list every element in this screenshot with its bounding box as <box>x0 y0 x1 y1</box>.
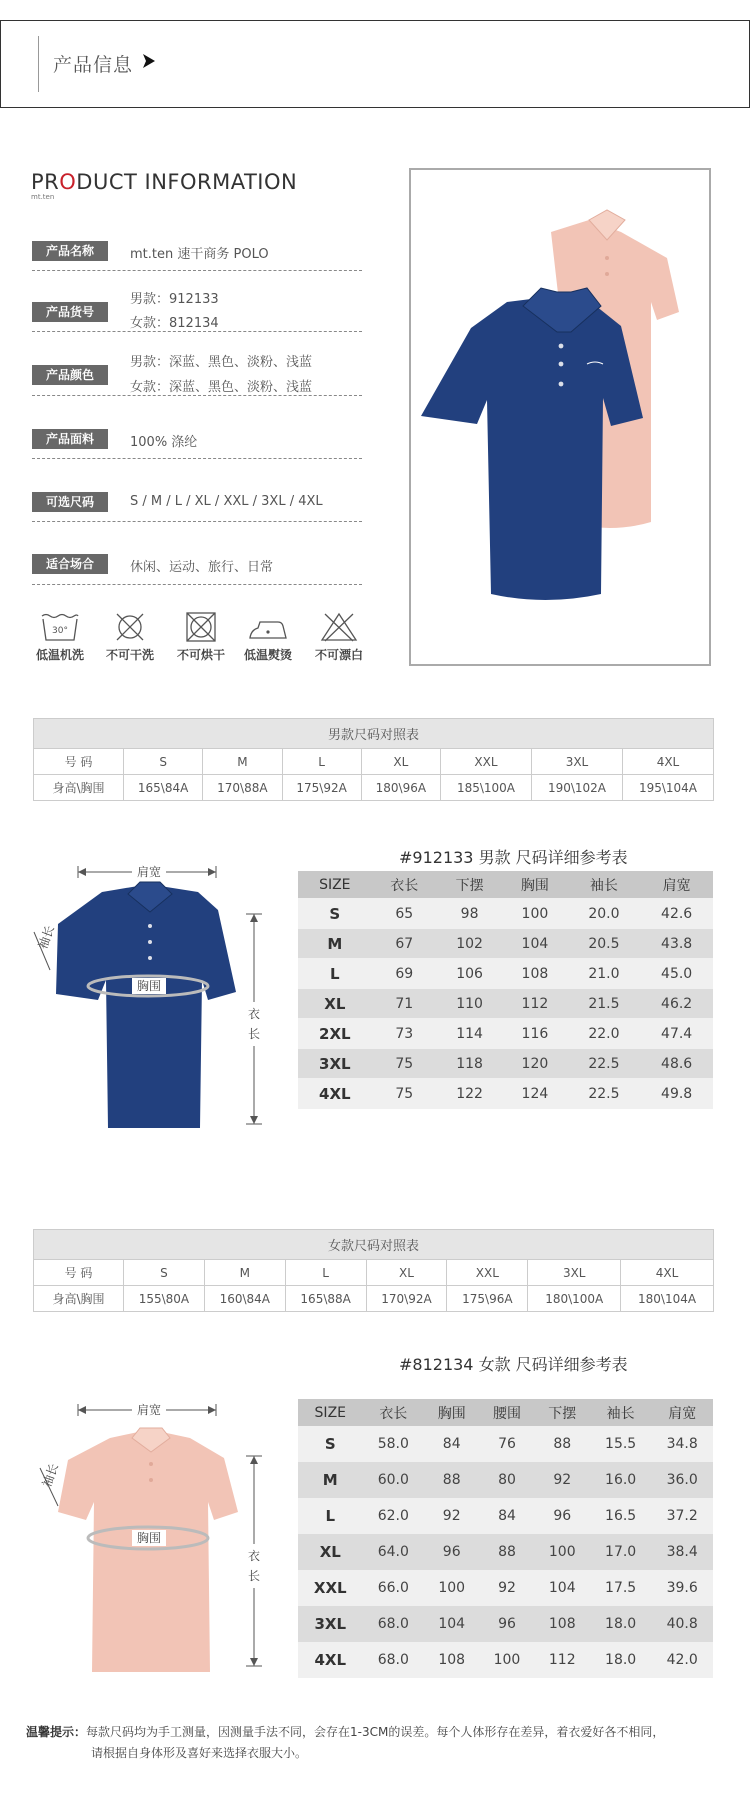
divider <box>32 584 362 585</box>
divider <box>32 331 362 332</box>
table-cell: 84 <box>424 1426 479 1462</box>
table-cell: 16.5 <box>590 1498 652 1534</box>
size-cell: S <box>124 749 203 775</box>
divider <box>32 270 362 271</box>
table-row <box>298 1606 713 1642</box>
chest-label: 胸围 <box>136 1531 162 1545</box>
table-cell: 17.5 <box>590 1570 652 1606</box>
no-bleach-icon <box>319 612 359 642</box>
shoulder-label: 肩宽 <box>136 865 162 879</box>
table-cell: 68.0 <box>363 1642 425 1678</box>
table-row <box>298 989 713 1018</box>
header-cell: 下摆 <box>437 871 502 898</box>
table-cell: 118 <box>437 1049 502 1078</box>
divider <box>32 458 362 459</box>
table-cell: 38.4 <box>651 1534 713 1570</box>
women-detail-title: #812134 女款 尺码详细参考表 <box>399 1355 628 1374</box>
value-cell: 180\100A <box>528 1286 621 1312</box>
table-row <box>298 1498 713 1534</box>
table-row <box>298 958 713 989</box>
length-label-2: 长 <box>247 1027 261 1041</box>
table-cell: XL <box>298 1534 363 1570</box>
table-cell: 80 <box>479 1462 534 1498</box>
table-cell: L <box>298 1498 363 1534</box>
table-cell: 47.4 <box>640 1018 713 1049</box>
table-cell: 49.8 <box>640 1078 713 1109</box>
svg-text:30°: 30° <box>52 626 68 636</box>
size-cell: XXL <box>441 749 532 775</box>
table-cell: 20.0 <box>568 898 641 929</box>
care-item <box>238 612 298 663</box>
table-row <box>298 1426 713 1462</box>
product-information-title: PRODUCT INFORMATION <box>31 170 298 194</box>
care-item <box>309 612 369 663</box>
table-cell: 22.5 <box>568 1049 641 1078</box>
size-cell: M <box>203 749 282 775</box>
size-cell: L <box>285 1260 366 1286</box>
table-cell: 65 <box>372 898 437 929</box>
header-cell: 衣长 <box>363 1399 425 1426</box>
table-row <box>298 1570 713 1606</box>
value-cell: 170\92A <box>366 1286 447 1312</box>
value-cell: 170\88A <box>203 775 282 801</box>
table-cell: 42.0 <box>651 1642 713 1678</box>
shoulder-label: 肩宽 <box>136 1403 162 1417</box>
table-cell: 104 <box>502 929 567 958</box>
table-cell: S <box>298 898 372 929</box>
table-cell: 4XL <box>298 1642 363 1678</box>
size-cell: 4XL <box>621 1260 714 1286</box>
size-cell: S <box>124 1260 205 1286</box>
table-cell: 112 <box>535 1642 590 1678</box>
label-available-sizes: 可选尺码 <box>32 492 108 512</box>
women-size-table <box>33 1229 714 1312</box>
size-header-label: 号 码 <box>34 1260 124 1286</box>
table-cell: 110 <box>437 989 502 1018</box>
table-cell: 108 <box>535 1606 590 1642</box>
header-cell: SIZE <box>298 871 372 898</box>
table-row <box>298 1018 713 1049</box>
table-cell: 39.6 <box>651 1570 713 1606</box>
men-detail-table <box>298 871 713 1109</box>
table-cell: 88 <box>535 1426 590 1462</box>
table-cell: 48.6 <box>640 1049 713 1078</box>
divider <box>32 395 362 396</box>
table-cell: 124 <box>502 1078 567 1109</box>
table-cell: 88 <box>424 1462 479 1498</box>
table-cell: 62.0 <box>363 1498 425 1534</box>
table-cell: 92 <box>479 1570 534 1606</box>
product-photo <box>409 168 711 666</box>
table-cell: 22.5 <box>568 1078 641 1109</box>
table-cell: 100 <box>424 1570 479 1606</box>
value-cell: 155\80A <box>124 1286 205 1312</box>
table-cell: 43.8 <box>640 929 713 958</box>
care-label: 低温机洗 <box>35 648 84 662</box>
header-cell: 胸围 <box>502 871 567 898</box>
sleeve-label: 袖长 <box>39 1461 62 1490</box>
table-cell: 120 <box>502 1049 567 1078</box>
men-size-table <box>33 718 714 801</box>
size-cell: XL <box>366 1260 447 1286</box>
length-label-1: 衣 <box>247 1007 261 1021</box>
table-cell: 75 <box>372 1049 437 1078</box>
table-cell: 60.0 <box>363 1462 425 1498</box>
size-cell: 4XL <box>622 749 713 775</box>
header-cell: 腰围 <box>479 1399 534 1426</box>
value-cell: 190\102A <box>531 775 622 801</box>
value-cell: 175\96A <box>447 1286 528 1312</box>
size-cell: XXL <box>447 1260 528 1286</box>
header-cell: 肩宽 <box>640 871 713 898</box>
care-item <box>171 612 231 663</box>
table-cell: L <box>298 958 372 989</box>
table-cell: 22.0 <box>568 1018 641 1049</box>
product-color-men: 男款：深蓝、黑色、淡粉、浅蓝 <box>130 355 313 370</box>
table-cell: 84 <box>479 1498 534 1534</box>
table-cell: 66.0 <box>363 1570 425 1606</box>
value-cell: 185\100A <box>441 775 532 801</box>
care-label: 不可漂白 <box>314 648 363 662</box>
care-label: 低温熨烫 <box>243 648 292 662</box>
label-product-name: 产品名称 <box>32 241 108 261</box>
table-cell: 18.0 <box>590 1606 652 1642</box>
size-cell: 3XL <box>528 1260 621 1286</box>
table-cell: 34.8 <box>651 1426 713 1462</box>
table-cell: 108 <box>502 958 567 989</box>
low-iron-icon <box>248 612 288 642</box>
header-cell: 肩宽 <box>651 1399 713 1426</box>
table-cell: XL <box>298 989 372 1018</box>
table-cell: M <box>298 929 372 958</box>
women-measurement-diagram <box>28 1394 278 1674</box>
product-name-value: mt.ten 速干商务 POLO <box>130 247 269 262</box>
table-cell: 21.5 <box>568 989 641 1018</box>
table-cell: 122 <box>437 1078 502 1109</box>
chest-label: 胸围 <box>136 979 162 993</box>
product-code-men: 男款：912133 <box>130 292 219 307</box>
divider <box>32 521 362 522</box>
table-cell: 71 <box>372 989 437 1018</box>
table-cell: 75 <box>372 1078 437 1109</box>
table-cell: 100 <box>502 898 567 929</box>
table-cell: 3XL <box>298 1049 372 1078</box>
table-cell: 15.5 <box>590 1426 652 1462</box>
men-detail-title: #912133 男款 尺码详细参考表 <box>399 848 628 867</box>
occasion-value: 休闲、运动、旅行、日常 <box>130 560 274 575</box>
table-cell: S <box>298 1426 363 1462</box>
table-cell: 88 <box>479 1534 534 1570</box>
no-tumble-dry-icon <box>184 612 218 642</box>
women-size-title: 女款尺码对照表 <box>34 1230 714 1260</box>
table-cell: 46.2 <box>640 989 713 1018</box>
table-cell: 76 <box>479 1426 534 1462</box>
height-chest-label: 身高\胸围 <box>34 1286 124 1312</box>
table-cell: 116 <box>502 1018 567 1049</box>
table-cell: 37.2 <box>651 1498 713 1534</box>
table-row <box>298 1462 713 1498</box>
header-cell: 胸围 <box>424 1399 479 1426</box>
table-cell: 96 <box>479 1606 534 1642</box>
care-label: 不可烘干 <box>176 648 225 662</box>
table-cell: 112 <box>502 989 567 1018</box>
product-code-women: 女款：812134 <box>130 316 219 331</box>
table-cell: 114 <box>437 1018 502 1049</box>
table-cell: 92 <box>424 1498 479 1534</box>
table-cell: 73 <box>372 1018 437 1049</box>
care-item <box>100 612 160 663</box>
wash-30-icon <box>40 612 80 642</box>
arrow-right-icon <box>143 54 155 68</box>
table-row <box>298 1642 713 1678</box>
table-row <box>298 929 713 958</box>
polo-shirts-image <box>411 170 709 664</box>
tip-label: 温馨提示： <box>26 1725 87 1739</box>
table-cell: 96 <box>535 1498 590 1534</box>
value-cell: 180\104A <box>621 1286 714 1312</box>
section-title: 产品信息 <box>53 54 134 76</box>
table-cell: 98 <box>437 898 502 929</box>
header-cell: 袖长 <box>568 871 641 898</box>
table-cell: 64.0 <box>363 1534 425 1570</box>
size-cell: 3XL <box>531 749 622 775</box>
tip-note <box>26 1722 726 1764</box>
table-row <box>298 1049 713 1078</box>
table-row <box>298 1534 713 1570</box>
table-cell: 100 <box>479 1642 534 1678</box>
sleeve-label: 袖长 <box>35 923 58 952</box>
table-cell: 104 <box>424 1606 479 1642</box>
value-cell: 175\92A <box>282 775 361 801</box>
label-product-code: 产品货号 <box>32 302 108 322</box>
table-cell: M <box>298 1462 363 1498</box>
value-cell: 165\88A <box>285 1286 366 1312</box>
height-chest-label: 身高\胸围 <box>34 775 124 801</box>
table-cell: 45.0 <box>640 958 713 989</box>
table-cell: 102 <box>437 929 502 958</box>
table-row <box>298 898 713 929</box>
table-row <box>298 1078 713 1109</box>
size-header-label: 号 码 <box>34 749 124 775</box>
table-cell: 69 <box>372 958 437 989</box>
header-bar <box>38 36 39 92</box>
table-cell: 42.6 <box>640 898 713 929</box>
tip-line-2: 请根据自身体形及喜好来选择衣服大小。 <box>91 1746 308 1760</box>
table-cell: 67 <box>372 929 437 958</box>
table-cell: 40.8 <box>651 1606 713 1642</box>
header-cell: 袖长 <box>590 1399 652 1426</box>
value-cell: 195\104A <box>622 775 713 801</box>
label-product-fabric: 产品面料 <box>32 429 108 449</box>
men-measurement-diagram <box>28 862 278 1132</box>
value-cell: 180\96A <box>361 775 440 801</box>
table-cell: 4XL <box>298 1078 372 1109</box>
table-cell: 3XL <box>298 1606 363 1642</box>
label-occasion: 适合场合 <box>32 554 108 574</box>
length-label-2: 长 <box>247 1569 261 1583</box>
length-label-1: 衣 <box>247 1549 261 1563</box>
value-cell: 165\84A <box>124 775 203 801</box>
available-sizes-value: S / M / L / XL / XXL / 3XL / 4XL <box>130 494 323 509</box>
product-color-women: 女款：深蓝、黑色、淡粉、浅蓝 <box>130 380 313 395</box>
table-cell: 106 <box>437 958 502 989</box>
women-detail-table <box>298 1399 713 1678</box>
header-cell: 衣长 <box>372 871 437 898</box>
brand-subtitle: mt.ten <box>31 193 55 201</box>
table-cell: 92 <box>535 1462 590 1498</box>
table-cell: 58.0 <box>363 1426 425 1462</box>
care-item <box>30 612 90 663</box>
table-cell: 100 <box>535 1534 590 1570</box>
table-cell: 108 <box>424 1642 479 1678</box>
size-cell: XL <box>361 749 440 775</box>
size-cell: L <box>282 749 361 775</box>
table-cell: 20.5 <box>568 929 641 958</box>
table-cell: 36.0 <box>651 1462 713 1498</box>
table-cell: 17.0 <box>590 1534 652 1570</box>
table-cell: XXL <box>298 1570 363 1606</box>
label-product-color: 产品颜色 <box>32 365 108 385</box>
care-label: 不可干洗 <box>105 648 154 662</box>
value-cell: 160\84A <box>204 1286 285 1312</box>
table-cell: 2XL <box>298 1018 372 1049</box>
no-dryclean-icon <box>113 612 147 642</box>
header-cell: 下摆 <box>535 1399 590 1426</box>
table-cell: 16.0 <box>590 1462 652 1498</box>
header-cell: SIZE <box>298 1399 363 1426</box>
table-cell: 104 <box>535 1570 590 1606</box>
table-cell: 68.0 <box>363 1606 425 1642</box>
table-cell: 96 <box>424 1534 479 1570</box>
tip-line-1: 每款尺码均为手工测量，因测量手法不同，会存在1-3CM的误差。每个人体形存在差异，着衣爱好各不相同， <box>86 1725 665 1739</box>
product-fabric-value: 100% 涤纶 <box>130 435 198 450</box>
table-cell: 21.0 <box>568 958 641 989</box>
size-cell: M <box>204 1260 285 1286</box>
table-cell: 18.0 <box>590 1642 652 1678</box>
men-size-title: 男款尺码对照表 <box>34 719 714 749</box>
